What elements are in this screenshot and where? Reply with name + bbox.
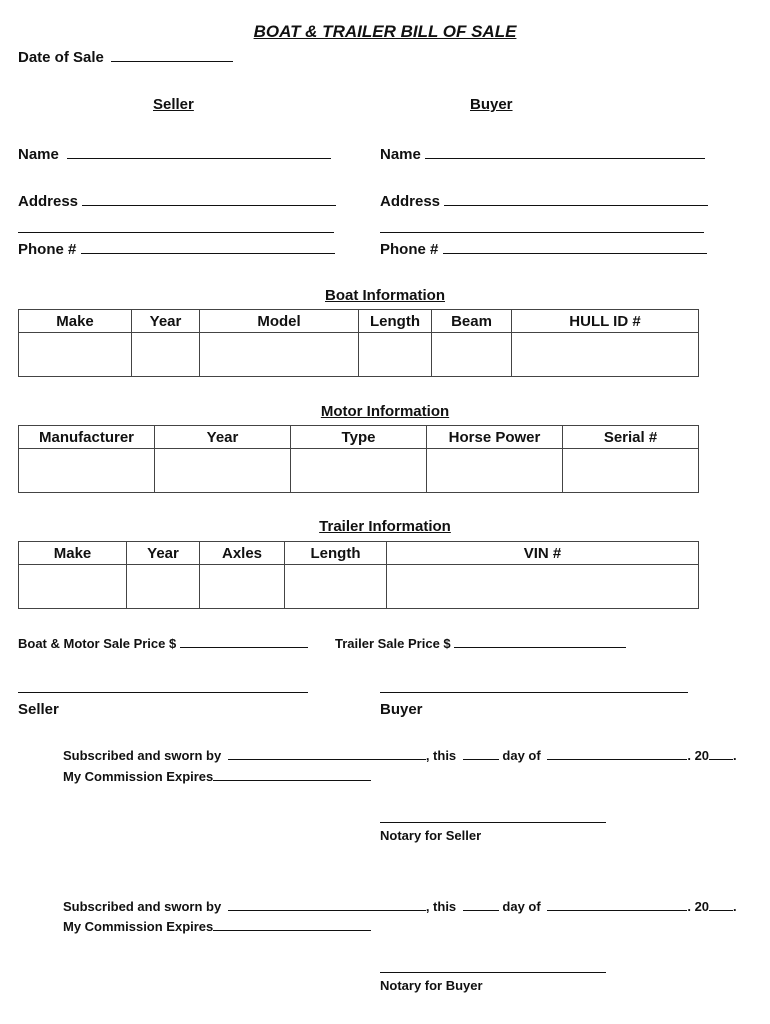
motor-col-type: Type: [291, 426, 427, 449]
year-prefix: . 20: [687, 748, 710, 763]
trailer-col-year: Year: [127, 542, 200, 565]
trailer-information-table: [18, 541, 699, 609]
seller-name-field[interactable]: [67, 145, 331, 159]
subscribed-by-field[interactable]: [228, 897, 426, 911]
trailer-axles-cell[interactable]: [200, 565, 285, 609]
day-field[interactable]: [463, 897, 499, 911]
boat-motor-price-field[interactable]: [180, 634, 308, 648]
boat-hull-id-cell[interactable]: [512, 333, 699, 377]
year-suffix: .: [733, 748, 737, 763]
buyer-heading: Buyer: [470, 96, 513, 113]
boat-motor-price-label: Boat & Motor Sale Price $: [18, 636, 177, 651]
seller-phone-label: Phone #: [18, 241, 77, 258]
motor-information-table: [18, 425, 699, 493]
notary-seller-signature-line[interactable]: [380, 822, 606, 823]
seller-name-row: [18, 145, 331, 163]
boat-information-table: [18, 309, 699, 377]
buyer-address-label: Address: [380, 193, 441, 210]
buyer-phone-label: Phone #: [380, 241, 439, 258]
trailer-price-row: [335, 634, 626, 651]
commission-label: My Commission Expires: [63, 769, 214, 784]
boat-beam-cell[interactable]: [432, 333, 512, 377]
date-of-sale-label: Date of Sale: [18, 49, 104, 66]
commission-expires-field[interactable]: [213, 917, 371, 931]
motor-serial-cell[interactable]: [563, 449, 699, 493]
buyer-phone-field[interactable]: [443, 240, 707, 254]
buyer-notary-subscribed-row: [63, 897, 737, 914]
trailer-price-field[interactable]: [454, 634, 626, 648]
date-of-sale-row: [18, 48, 233, 66]
month-field[interactable]: [547, 897, 687, 911]
buyer-signature-label: Buyer: [380, 701, 423, 718]
this-label: , this: [425, 748, 457, 763]
buyer-name-row: [380, 145, 705, 163]
year-field[interactable]: [709, 897, 733, 911]
buyer-signature-line[interactable]: [380, 692, 688, 693]
seller-name-label: Name: [18, 146, 59, 163]
boat-motor-price-row: [18, 634, 308, 651]
buyer-address-field[interactable]: [444, 192, 708, 206]
boat-model-cell[interactable]: [200, 333, 359, 377]
subscribed-label: Subscribed and sworn by: [63, 899, 222, 914]
day-of-label: day of: [502, 748, 541, 763]
trailer-price-label: Trailer Sale Price $: [335, 636, 451, 651]
boat-col-make: Make: [19, 310, 132, 333]
buyer-name-label: Name: [380, 146, 421, 163]
subscribed-by-field[interactable]: [228, 746, 426, 760]
motor-col-year: Year: [155, 426, 291, 449]
day-of-label: day of: [502, 899, 541, 914]
buyer-phone-row: [380, 240, 707, 258]
motor-col-manufacturer: Manufacturer: [19, 426, 155, 449]
boat-col-hull-id: HULL ID #: [512, 310, 699, 333]
trailer-col-make: Make: [19, 542, 127, 565]
this-label: , this: [425, 899, 457, 914]
seller-address-field[interactable]: [82, 192, 336, 206]
trailer-col-vin: VIN #: [387, 542, 699, 565]
seller-phone-field[interactable]: [81, 240, 335, 254]
motor-manufacturer-cell[interactable]: [19, 449, 155, 493]
trailer-year-cell[interactable]: [127, 565, 200, 609]
boat-col-year: Year: [132, 310, 200, 333]
trailer-information-heading: Trailer Information: [319, 518, 451, 535]
trailer-col-axles: Axles: [200, 542, 285, 565]
form-title: BOAT & TRAILER BILL OF SALE: [253, 22, 517, 41]
seller-signature-line[interactable]: [18, 692, 308, 693]
subscribed-label: Subscribed and sworn by: [63, 748, 222, 763]
year-field[interactable]: [709, 746, 733, 760]
commission-expires-field[interactable]: [213, 767, 371, 781]
seller-notary-subscribed-row: [63, 746, 737, 763]
buyer-notary-commission-row: [63, 917, 371, 934]
seller-phone-row: [18, 240, 335, 258]
notary-buyer-label: Notary for Buyer: [380, 978, 483, 993]
seller-address-row: [18, 192, 336, 210]
boat-col-beam: Beam: [432, 310, 512, 333]
motor-information-heading: Motor Information: [320, 403, 450, 420]
boat-col-model: Model: [200, 310, 359, 333]
trailer-make-cell[interactable]: [19, 565, 127, 609]
buyer-address-line-2[interactable]: [380, 232, 704, 233]
notary-seller-label: Notary for Seller: [380, 828, 482, 843]
seller-signature-label: Seller: [18, 701, 59, 718]
boat-year-cell[interactable]: [132, 333, 200, 377]
motor-col-horse-power: Horse Power: [427, 426, 563, 449]
trailer-vin-cell[interactable]: [387, 565, 699, 609]
boat-length-cell[interactable]: [359, 333, 432, 377]
commission-label: My Commission Expires: [63, 919, 214, 934]
date-of-sale-field[interactable]: [111, 48, 233, 62]
motor-type-cell[interactable]: [291, 449, 427, 493]
motor-col-serial: Serial #: [563, 426, 699, 449]
year-suffix: .: [733, 899, 737, 914]
notary-buyer-signature-line[interactable]: [380, 972, 606, 973]
seller-address-line-2[interactable]: [18, 232, 334, 233]
buyer-name-field[interactable]: [425, 145, 705, 159]
boat-make-cell[interactable]: [19, 333, 132, 377]
buyer-address-row: [380, 192, 708, 210]
day-field[interactable]: [463, 746, 499, 760]
motor-horse-power-cell[interactable]: [427, 449, 563, 493]
seller-notary-commission-row: [63, 767, 371, 784]
trailer-col-length: Length: [285, 542, 387, 565]
boat-col-length: Length: [359, 310, 432, 333]
year-prefix: . 20: [687, 899, 710, 914]
seller-heading: Seller: [153, 96, 194, 113]
boat-information-heading: Boat Information: [325, 287, 445, 304]
motor-year-cell[interactable]: [155, 449, 291, 493]
seller-address-label: Address: [18, 193, 79, 210]
trailer-length-cell[interactable]: [285, 565, 387, 609]
month-field[interactable]: [547, 746, 687, 760]
